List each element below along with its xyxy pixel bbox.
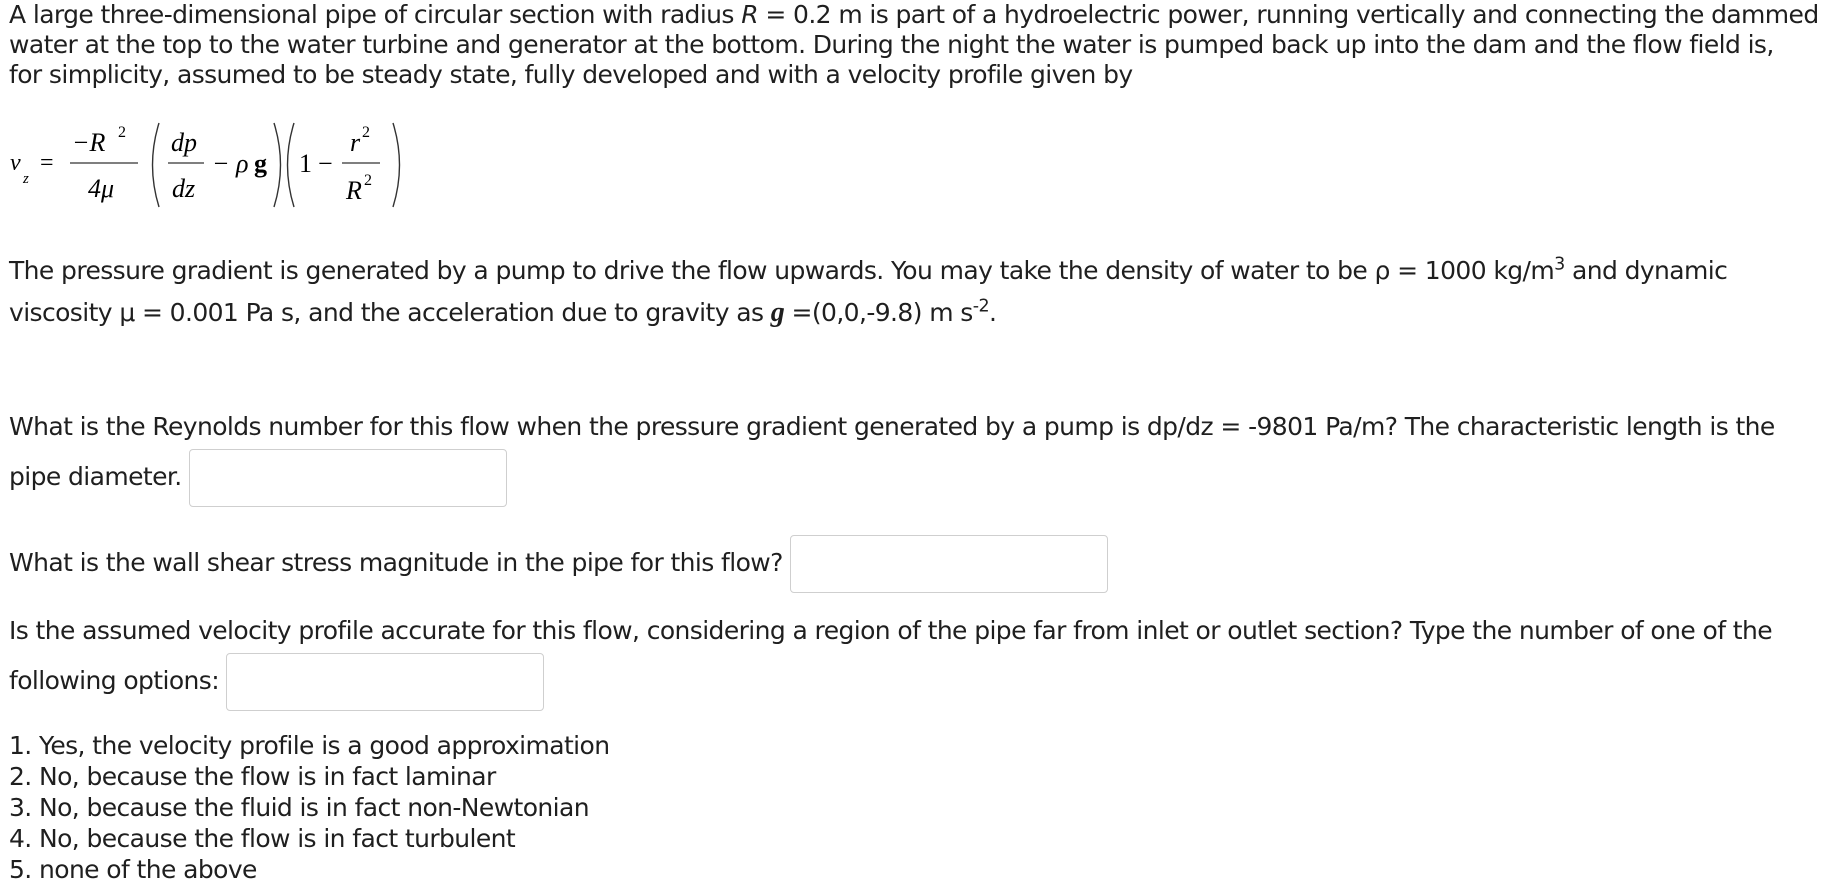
- intro-line2: water at the top to the water turbine and generator at the bottom. During the night the water is pumped back up into the dam and the flow field is,: [9, 30, 1774, 59]
- intro-line1-a: A large three-dimensional pipe of circular section with radius: [9, 0, 742, 29]
- eq-v-subscript: z: [23, 171, 29, 187]
- velocity-profile-equation: [8, 113, 448, 223]
- question-reynolds: [9, 405, 1775, 507]
- eq-R: R: [346, 176, 362, 205]
- option-item: 3. No, because the fluid is in fact non-Newtonian: [9, 793, 589, 822]
- option-item: 1. Yes, the velocity profile is a good approximation: [9, 731, 610, 760]
- given-line1-b: and dynamic: [1564, 256, 1728, 285]
- eq-minus-rho: − ρ: [212, 149, 249, 178]
- given-line1-sup: 3: [1554, 254, 1565, 275]
- question-profile-line2: following options:: [9, 666, 220, 695]
- eq-dp: dp: [171, 128, 197, 157]
- question-shear-stress-text: What is the wall shear stress magnitude in the pipe for this flow?: [9, 548, 783, 577]
- option-item: 5. none of the above: [9, 855, 257, 884]
- eq-r: r: [350, 128, 361, 157]
- option-item: 4. No, because the flow is in fact turbulent: [9, 824, 516, 853]
- eq-r-exp: 2: [362, 124, 370, 141]
- question-reynolds-line1: What is the Reynolds number for this flow when the pressure gradient generated by a pump is dp/dz = -9801 Pa/m? The characteristic length is the: [9, 412, 1775, 441]
- answer-options-list: [9, 730, 609, 885]
- question-profile-accuracy: [9, 608, 1772, 711]
- given-line2-b: =(0,0,-9.8) m s: [784, 298, 973, 327]
- gravity-symbol: g: [770, 297, 785, 328]
- eq-dz: dz: [172, 174, 196, 203]
- eq-one: 1: [299, 149, 312, 178]
- given-line2-c: .: [988, 298, 997, 327]
- reynolds-answer-input[interactable]: [189, 449, 507, 507]
- intro-line3: for simplicity, assumed to be steady state, fully developed and with a velocity profile given by: [9, 60, 1133, 89]
- eq-den1: 4μ: [88, 174, 115, 203]
- eq-left-paren-2: [288, 123, 295, 207]
- given-line2-sup: -2: [972, 296, 989, 317]
- eq-num1: −R: [72, 128, 106, 157]
- eq-right-paren-2: [393, 123, 400, 207]
- eq-equals: =: [40, 150, 54, 176]
- eq-g-bold: g: [254, 149, 267, 178]
- profile-accuracy-answer-input[interactable]: [226, 653, 544, 711]
- given-line2-a: viscosity μ = 0.001 Pa s, and the acceleration due to gravity as: [9, 298, 771, 327]
- shear-stress-answer-input[interactable]: [790, 535, 1108, 593]
- option-item: 2. No, because the flow is in fact laminar: [9, 762, 496, 791]
- eq-R-exp: 2: [364, 172, 372, 189]
- eq-right-paren-1: [274, 123, 281, 207]
- eq-minus: −: [318, 149, 333, 178]
- eq-v: v: [10, 150, 21, 176]
- eq-left-paren-1: [153, 123, 160, 207]
- intro-radius-variable: R: [741, 0, 758, 29]
- eq-num1-exp: 2: [118, 124, 126, 141]
- question-profile-line1: Is the assumed velocity profile accurate for this flow, considering a region of the pipe far from inlet or outlet section? Type the number of one of the: [9, 616, 1772, 645]
- intro-line1-b: = 0.2 m is part of a hydroelectric power, running vertically and connecting the dammed: [757, 0, 1819, 29]
- question-reynolds-line2: pipe diameter.: [9, 462, 182, 491]
- intro-paragraph: [9, 0, 1819, 90]
- question-shear-stress: [9, 535, 1108, 593]
- given-values-paragraph: [9, 250, 1727, 334]
- given-line1-a: The pressure gradient is generated by a pump to drive the flow upwards. You may take the density of water to be ρ = 1000 kg/m: [9, 256, 1555, 285]
